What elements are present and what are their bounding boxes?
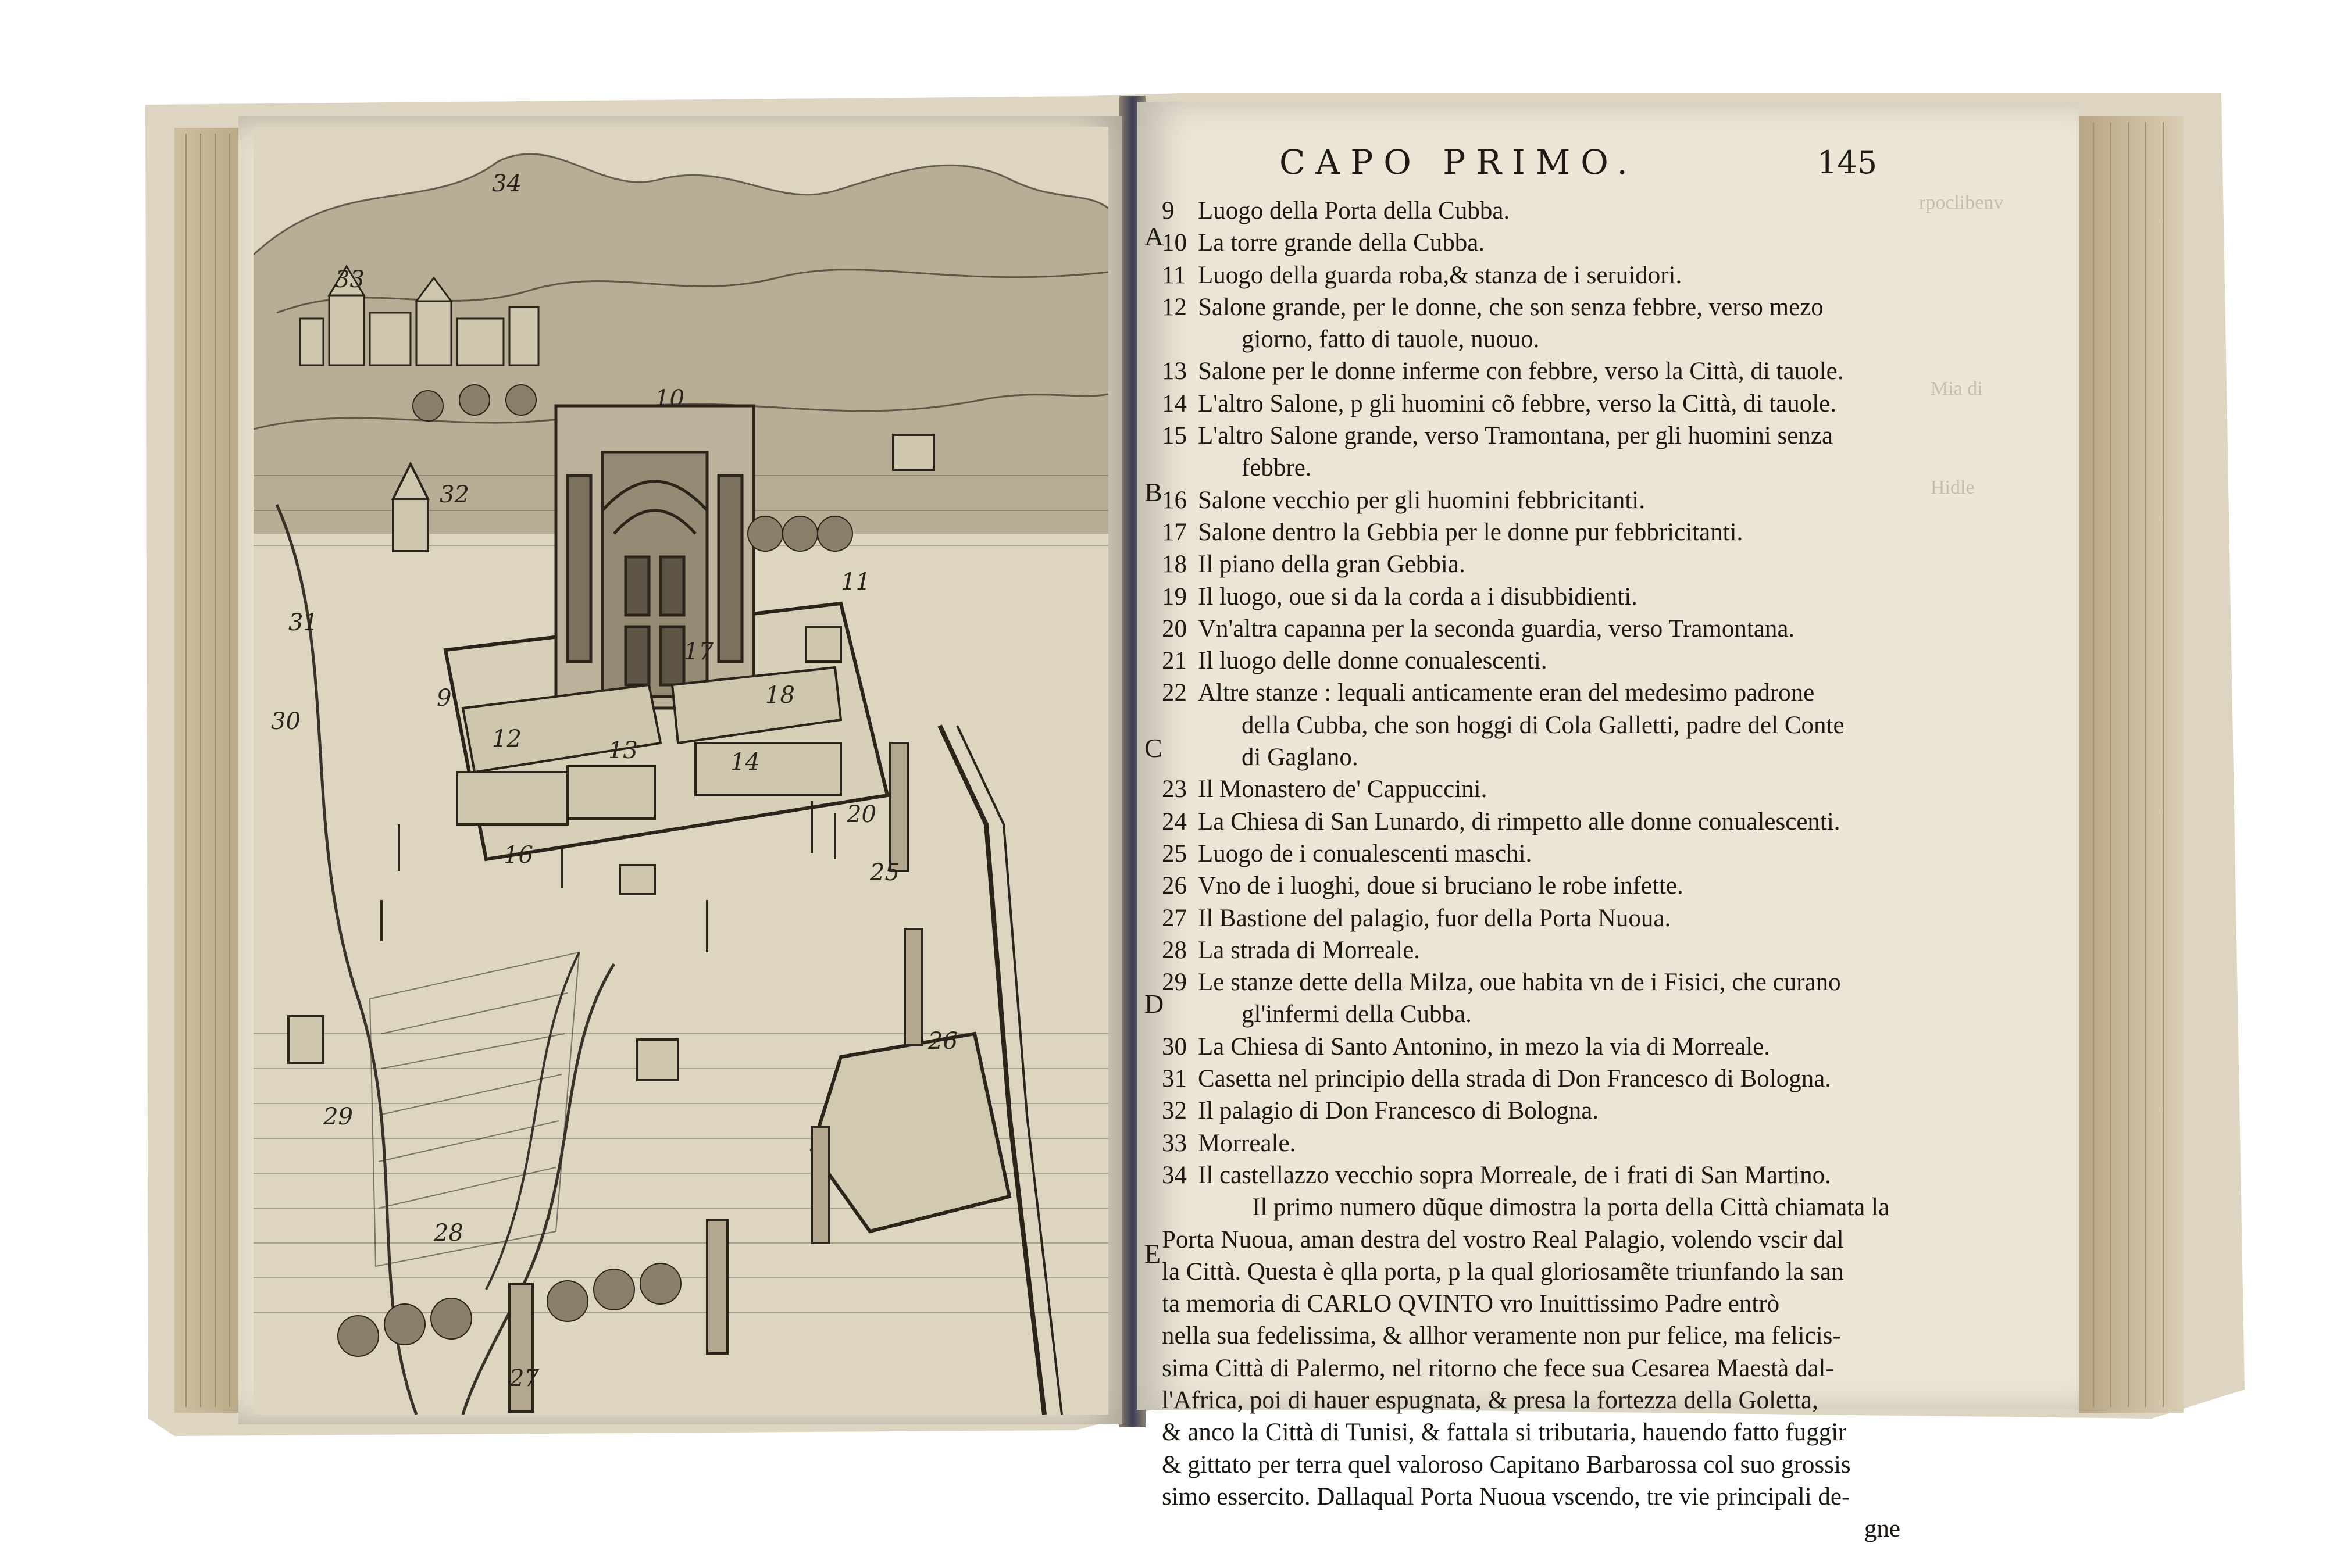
legend-text: Luogo de i conualescenti maschi. [1198, 840, 1532, 867]
plate-number: 18 [765, 682, 795, 709]
legend-text: La Chiesa di Santo Antonino, in mezo la via di Morreale. [1198, 1033, 1771, 1060]
legend-number: 24 [1162, 808, 1187, 835]
legend-number: 19 [1162, 583, 1187, 610]
legend-text: Salone dentro la Gebbia per le donne pur febbricitanti. [1198, 518, 1743, 546]
margin-letter: B [1144, 477, 1162, 507]
legend-number: 27 [1162, 904, 1187, 932]
legend-number: 22 [1162, 679, 1187, 707]
legend-entry [1162, 388, 1900, 420]
paragraph-line: & anco la Città di Tunisi, & fattala si tributaria, hauendo fatto fuggir [1162, 1419, 1847, 1446]
legend-text: Luogo della guarda roba,& stanza de i seruidori. [1198, 261, 1682, 289]
legend-text: Il Bastione del palagio, fuor della Porta Nuoua. [1198, 904, 1671, 932]
plate-number: 29 [323, 1103, 353, 1130]
legend-entry [1162, 581, 1900, 613]
legend-number: 33 [1162, 1129, 1187, 1157]
legend-number: 32 [1162, 1097, 1187, 1125]
legend-number: 12 [1162, 293, 1187, 321]
plate-number: 31 [288, 609, 318, 636]
legend-text: Salone grande, per le donne, che son senza febbre, verso mezo [1198, 293, 1824, 321]
margin-letter: C [1144, 733, 1162, 763]
legend-entry [1162, 806, 1900, 838]
legend-entry [1162, 613, 1900, 645]
legend-entry [1162, 1031, 1900, 1063]
legend-text: Il piano della gran Gebbia. [1198, 551, 1465, 578]
paragraph-line: sima Città di Palermo, nel ritorno che fece sua Cesarea Maestà dal- [1162, 1354, 1834, 1382]
legend-text: Morreale. [1198, 1129, 1296, 1157]
paragraph-line: ta memoria di CARLO QVINTO vro Inuittissimo Padre entrò [1162, 1290, 1780, 1318]
legend-entry [1162, 1095, 1900, 1127]
bleed-through-text: Hidle [1931, 477, 1975, 498]
legend-text: Il palagio di Don Francesco di Bologna. [1198, 1097, 1599, 1125]
legend-text: L'altro Salone, p gli huomini cõ febbre, verso la Città, di tauole. [1198, 390, 1837, 417]
legend-entry [1162, 934, 1900, 966]
legend-entry [1162, 452, 1900, 484]
legend-entry [1162, 838, 1900, 870]
legend-text: Salone vecchio per gli huomini febbricitanti. [1198, 486, 1646, 514]
legend-entry [1162, 323, 1900, 355]
legend-number: 15 [1162, 422, 1187, 450]
legend-entry [1162, 1159, 1900, 1191]
paragraph-line: Il primo numero dũque dimostra la porta della Città chiamata la [1252, 1194, 1890, 1221]
legend-text: La Chiesa di San Lunardo, di rimpetto alle donne conualescenti. [1198, 808, 1840, 835]
legend-text: La torre grande della Cubba. [1198, 229, 1485, 257]
legend-number: 29 [1162, 969, 1187, 996]
legend-entry [1162, 259, 1900, 291]
legend-entry [1162, 870, 1900, 902]
paragraph-line: gne [1864, 1515, 1900, 1543]
plate-number: 13 [608, 737, 638, 764]
legend-text: Vn'altra capanna per la seconda guardia, verso Tramontana. [1198, 615, 1795, 642]
legend-entry [1162, 998, 1900, 1030]
legend-entry [1162, 773, 1900, 805]
plate-number: 30 [271, 708, 301, 735]
legend-text: Le stanze dette della Milza, oue habita vn de i Fisici, che curano [1198, 969, 1841, 996]
legend-text: Il luogo, oue si da la corda a i disubbidienti. [1198, 583, 1638, 610]
legend-number: 28 [1162, 936, 1187, 964]
legend-number: 34 [1162, 1161, 1187, 1189]
plate-number: 17 [684, 638, 714, 665]
legend-number: 17 [1162, 518, 1187, 546]
plate-number: 10 [655, 385, 684, 412]
legend-number: 26 [1162, 872, 1187, 900]
legend-list [1162, 195, 1900, 1545]
legend-number: 9 [1162, 197, 1175, 224]
plate-number: 16 [504, 842, 533, 869]
paragraph-line: Porta Nuoua, aman destra del vostro Real Palagio, volendo vscir dal [1162, 1226, 1844, 1253]
plate-number: 9 [437, 685, 452, 712]
legend-entry [1162, 548, 1900, 580]
legend-text: Luogo della Porta della Cubba. [1198, 197, 1510, 224]
legend-entry [1162, 516, 1900, 548]
legend-text: della Cubba, che son hoggi di Cola Galletti, padre del Conte [1242, 711, 1845, 739]
paragraph-line: la Città. Questa è qlla porta, p la qual gloriosamẽte triunfando la san [1162, 1258, 1844, 1285]
legend-entry [1162, 645, 1900, 677]
legend-number: 14 [1162, 390, 1187, 417]
legend-number: 13 [1162, 358, 1187, 385]
legend-entry [1162, 355, 1900, 387]
legend-number: 18 [1162, 551, 1187, 578]
legend-text: Altre stanze : lequali anticamente eran del medesimo padrone [1198, 679, 1815, 707]
legend-entry [1162, 966, 1900, 998]
legend-number: 23 [1162, 776, 1187, 803]
plate-number: 11 [841, 569, 871, 595]
legend-entry [1162, 1063, 1900, 1095]
legend-entry [1162, 677, 1900, 709]
legend-text: La strada di Morreale. [1198, 936, 1421, 964]
legend-text: Il castellazzo vecchio sopra Morreale, de i frati di San Martino. [1198, 1161, 1831, 1189]
legend-text: Salone per le donne inferme con febbre, verso la Città, di tauole. [1198, 358, 1844, 385]
legend-text: Il Monastero de' Cappuccini. [1198, 776, 1487, 803]
bleed-through-text: Mia di [1931, 378, 1983, 399]
margin-letter: D [1144, 989, 1164, 1019]
plate-number: 33 [335, 266, 365, 293]
legend-entry [1162, 741, 1900, 773]
bleed-through-text: rpoclibenv [1919, 192, 2004, 213]
plate-number: 28 [434, 1220, 463, 1246]
plate-number: 32 [440, 481, 469, 508]
paragraph-line: l'Africa, poi di hauer espugnata, & presa la fortezza della Goletta, [1162, 1386, 1818, 1414]
paragraph-line: nella sua fedelissima, & allhor veramente non pur felice, ma felicis- [1162, 1322, 1841, 1350]
legend-number: 20 [1162, 615, 1187, 642]
legend-text: Il luogo delle donne conualescenti. [1198, 647, 1547, 675]
legend-number: 10 [1162, 229, 1187, 257]
legend-entry [1162, 227, 1900, 259]
running-head: CAPO PRIMO. [1279, 142, 1638, 182]
plate-number: 26 [928, 1028, 958, 1055]
paragraph-line: simo essercito. Dallaqual Porta Nuoua vscendo, tre vie principali de- [1162, 1483, 1850, 1510]
legend-text: giorno, fatto di tauole, nuouo. [1242, 326, 1540, 353]
legend-number: 21 [1162, 647, 1187, 675]
plate-number: 27 [509, 1365, 539, 1392]
legend-text: febbre. [1242, 454, 1312, 482]
legend-number: 31 [1162, 1065, 1187, 1093]
page-number: 145 [1817, 144, 1878, 181]
plate-number: 25 [870, 859, 900, 886]
legend-entry [1162, 484, 1900, 516]
legend-entry [1162, 420, 1900, 452]
margin-letter: A [1144, 222, 1164, 251]
paragraph-line: & gittato per terra quel valoroso Capitano Barbarossa col suo grossis [1162, 1451, 1851, 1478]
legend-entry [1162, 291, 1900, 323]
legend-text: di Gaglano. [1242, 744, 1358, 772]
legend-number: 16 [1162, 486, 1187, 514]
plate-number: 34 [492, 170, 522, 197]
legend-text: Vno de i luoghi, doue si bruciano le robe infette. [1198, 872, 1683, 900]
legend-number: 11 [1162, 261, 1186, 289]
plate-number: 12 [492, 726, 522, 752]
legend-text: gl'infermi della Cubba. [1242, 1001, 1472, 1028]
legend-text: L'altro Salone grande, verso Tramontana, per gli huomini senza [1198, 422, 1833, 450]
legend-entry [1162, 195, 1900, 227]
legend-text: Casetta nel principio della strada di Don Francesco di Bologna. [1198, 1065, 1832, 1093]
legend-number: 25 [1162, 840, 1187, 867]
legend-entry [1162, 709, 1900, 741]
plate-number: 20 [847, 801, 876, 828]
legend-entry [1162, 902, 1900, 934]
engraving-plate [254, 127, 1108, 1415]
legend-number: 30 [1162, 1033, 1187, 1060]
cubba-plague-hospital-engraving [254, 127, 1108, 1415]
margin-letter: E [1144, 1239, 1161, 1269]
legend-entry [1162, 1127, 1900, 1159]
plate-number: 14 [730, 749, 760, 776]
